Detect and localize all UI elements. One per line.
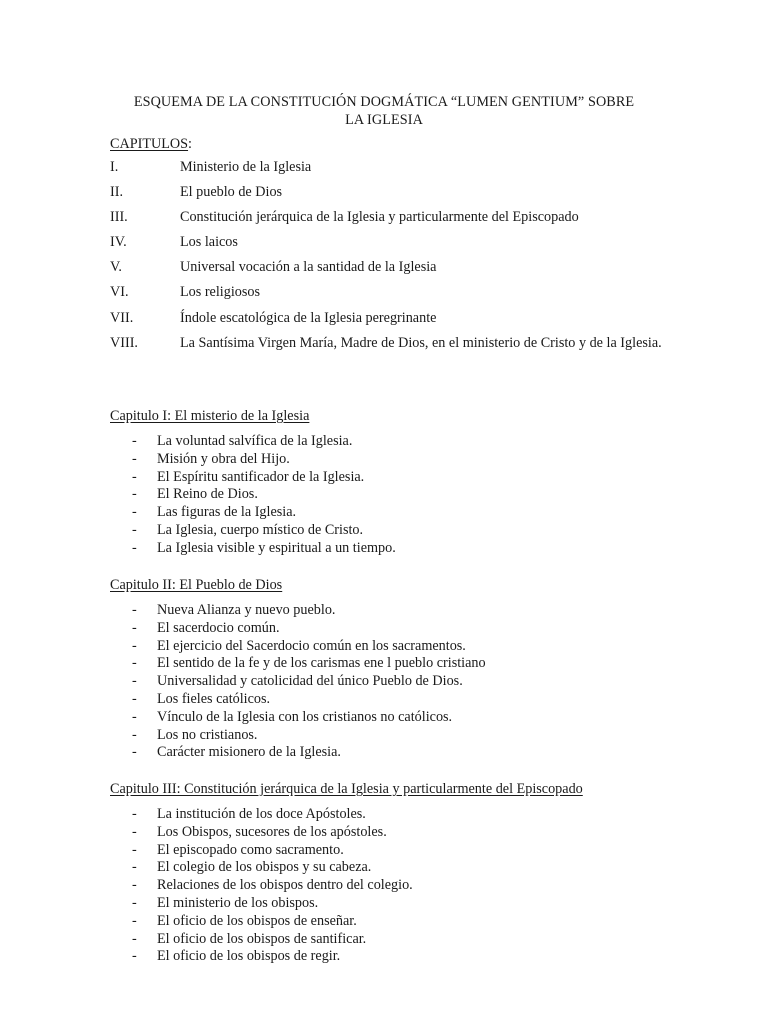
bullet-dash: -	[132, 539, 137, 556]
list-item-text: El sacerdocio común.	[157, 619, 280, 636]
list-item-text: El ministerio de los obispos.	[157, 894, 319, 911]
bullet-dash: -	[132, 504, 137, 521]
bullet-dash: -	[132, 948, 137, 965]
toc-item	[110, 310, 670, 328]
list-item	[110, 842, 670, 860]
list-item-text: Las figuras de la Iglesia.	[157, 504, 297, 521]
toc-item	[110, 335, 670, 353]
list-item-text: Universalidad y catolicidad del único Pueblo de Dios.	[157, 673, 463, 690]
bullet-dash: -	[132, 521, 137, 538]
list-item-text: El ejercicio del Sacerdocio común en los sacramentos.	[157, 637, 466, 654]
bullet-dash: -	[132, 930, 137, 947]
capitulos-colon: :	[188, 136, 192, 152]
list-item-text: El episcopado como sacramento.	[157, 841, 344, 858]
bullet-dash: -	[132, 912, 137, 929]
title-line-2: LA IGLESIA	[345, 112, 423, 128]
list-item-text: El oficio de los obispos de santificar.	[157, 930, 367, 947]
list-item	[110, 433, 670, 451]
toc-number: IV.	[110, 234, 127, 251]
toc-number: VII.	[110, 309, 134, 326]
toc-text: Índole escatológica de la Iglesia peregrinante	[180, 309, 437, 326]
list-item-text: Los fieles católicos.	[157, 690, 271, 707]
list-item-text: La voluntad salvífica de la Iglesia.	[157, 433, 353, 449]
list-item-text: Vínculo de la Iglesia con los cristianos no católicos.	[157, 708, 453, 725]
list-item	[110, 948, 670, 966]
list-item	[110, 931, 670, 949]
list-item-text: Nueva Alianza y nuevo pueblo.	[157, 602, 336, 618]
bullet-dash: -	[132, 486, 137, 503]
list-item	[110, 620, 670, 638]
list-item-text: La Iglesia visible y espiritual a un tiempo.	[157, 539, 396, 556]
list-item-text: El Espíritu santificador de la Iglesia.	[157, 468, 365, 485]
bullet-dash: -	[132, 806, 137, 822]
list-item	[110, 504, 670, 522]
chapter-1-heading: Capitulo I: El misterio de la Iglesia	[110, 408, 310, 424]
toc-text: La Santísima Virgen María, Madre de Dios, en el ministerio de Cristo y de la Iglesia.	[180, 334, 662, 351]
toc-text: Los laicos	[180, 234, 238, 251]
chapter-2-list	[110, 602, 670, 762]
toc-number: V.	[110, 259, 122, 276]
list-item	[110, 638, 670, 656]
list-item	[110, 469, 670, 487]
bullet-dash: -	[132, 673, 137, 690]
list-item-text: Misión y obra del Hijo.	[157, 450, 290, 467]
chapter-2-heading: Capitulo II: El Pueblo de Dios	[110, 577, 283, 593]
list-item-text: Los no cristianos.	[157, 726, 258, 743]
list-item-text: El sentido de la fe y de los carismas ene l pueblo cristiano	[157, 655, 486, 672]
list-item	[110, 824, 670, 842]
list-item	[110, 691, 670, 709]
toc-number: I.	[110, 159, 119, 175]
toc-text: Universal vocación a la santidad de la Iglesia	[180, 259, 437, 276]
chapter-3-heading: Capitulo III: Constitución jerárquica de la Iglesia y particularmente del Episcopado	[110, 781, 583, 797]
list-item	[110, 806, 670, 824]
list-item	[110, 877, 670, 895]
list-item	[110, 522, 670, 540]
title-line-1: ESQUEMA DE LA CONSTITUCIÓN DOGMÁTICA “LUMEN GENTIUM” SOBRE	[133, 94, 635, 110]
toc-text: Ministerio de la Iglesia	[180, 159, 312, 175]
toc-item	[110, 184, 670, 202]
toc-item	[110, 159, 670, 177]
toc-number: III.	[110, 209, 128, 226]
toc-text: Constitución jerárquica de la Iglesia y particularmente del Episcopado	[180, 209, 579, 226]
toc-item	[110, 234, 670, 252]
chapter-index	[110, 159, 670, 360]
bullet-dash: -	[132, 602, 137, 618]
toc-item	[110, 259, 670, 277]
list-item-text: Carácter misionero de la Iglesia.	[157, 744, 341, 761]
list-item	[110, 744, 670, 762]
list-item	[110, 655, 670, 673]
list-item	[110, 913, 670, 931]
list-item	[110, 602, 670, 620]
list-item	[110, 859, 670, 877]
bullet-dash: -	[132, 823, 137, 840]
bullet-dash: -	[132, 894, 137, 911]
list-item-text: El oficio de los obispos de enseñar.	[157, 912, 357, 929]
bullet-dash: -	[132, 637, 137, 654]
list-item-text: El oficio de los obispos de regir.	[157, 948, 341, 965]
bullet-dash: -	[132, 619, 137, 636]
list-item	[110, 727, 670, 745]
capitulos-label	[110, 135, 192, 153]
list-item	[110, 709, 670, 727]
list-item-text: Los Obispos, sucesores de los apóstoles.	[157, 823, 387, 840]
toc-number: VIII.	[110, 334, 138, 351]
toc-text: El pueblo de Dios	[180, 184, 283, 201]
list-item-text: La Iglesia, cuerpo místico de Cristo.	[157, 521, 364, 538]
bullet-dash: -	[132, 468, 137, 485]
list-item-text: El colegio de los obispos y su cabeza.	[157, 859, 372, 876]
list-item-text: Relaciones de los obispos dentro del colegio.	[157, 877, 413, 894]
toc-item	[110, 209, 670, 227]
list-item	[110, 451, 670, 469]
list-item	[110, 486, 670, 504]
bullet-dash: -	[132, 726, 137, 743]
bullet-dash: -	[132, 433, 137, 449]
list-item	[110, 540, 670, 558]
list-item-text: La institución de los doce Apóstoles.	[157, 806, 366, 822]
toc-number: VI.	[110, 284, 129, 301]
list-item	[110, 673, 670, 691]
document-title	[100, 93, 668, 129]
bullet-dash: -	[132, 655, 137, 672]
bullet-dash: -	[132, 744, 137, 761]
bullet-dash: -	[132, 859, 137, 876]
bullet-dash: -	[132, 450, 137, 467]
chapter-1-list	[110, 433, 670, 558]
chapter-3-list	[110, 806, 670, 966]
list-item-text: El Reino de Dios.	[157, 486, 258, 503]
toc-number: II.	[110, 184, 123, 201]
capitulos-label-text: CAPITULOS	[110, 136, 189, 152]
list-item	[110, 895, 670, 913]
bullet-dash: -	[132, 841, 137, 858]
bullet-dash: -	[132, 708, 137, 725]
toc-item	[110, 284, 670, 302]
bullet-dash: -	[132, 690, 137, 707]
toc-text: Los religiosos	[180, 284, 260, 301]
bullet-dash: -	[132, 877, 137, 894]
